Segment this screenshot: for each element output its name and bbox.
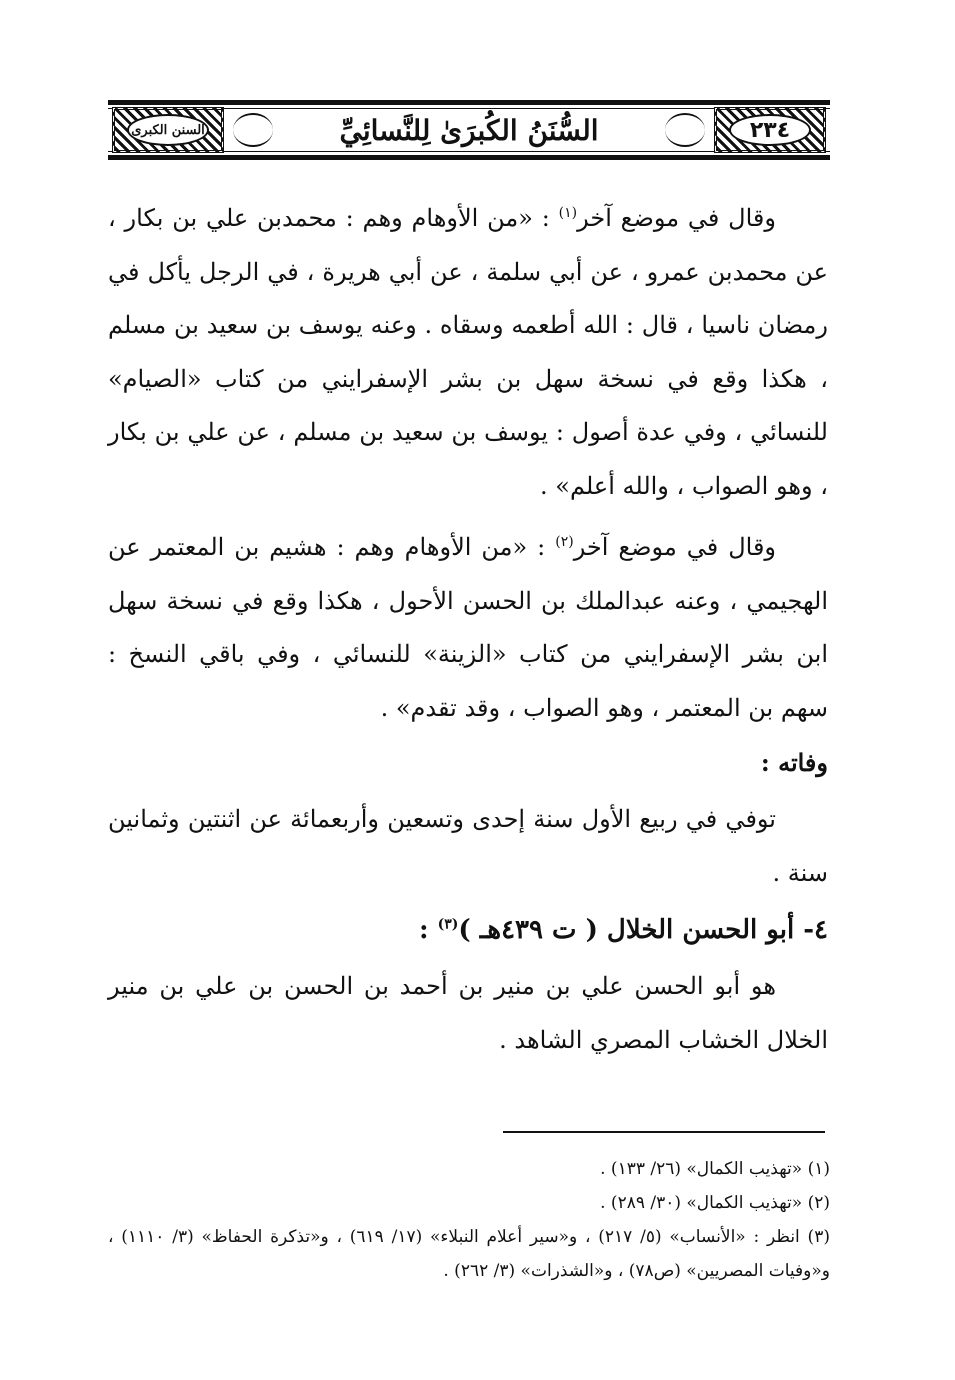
paragraph-1-intro: وقال في موضع آخر xyxy=(577,204,776,232)
footnote-3: (٣) انظر : «الأنساب» (٥/ ٢١٧) ، و«سير أعلام النبلاء» (١٧/ ٦١٩) ، و«تذكرة الحفاظ» (٣/ ١١١٠) ، و«وفيات المصريين» (ص٧٨) ، و«الشذرات» (٣/ ٢٦٢) . xyxy=(108,1227,830,1281)
footnotes xyxy=(108,1152,830,1288)
section-heading xyxy=(108,900,828,960)
paragraph-2-quote: : «من الأوهام وهم : هشيم بن المعتمر عن الهجيمي ، وعنه عبدالملك بن الحسن الأحول ، هكذا وقع في نسخة سهل ابن بشر الإسفرايني من كتاب «الزينة» للنسائي ، وفي باقي النسخ : سهم بن المعتمر ، وهو الصواب ، وقد تقدم» . xyxy=(108,533,828,722)
section-paragraph: هو أبو الحسن علي بن منير بن أحمد بن الحسن بن علي بن منير الخلال الخشاب المصري الشاهد . xyxy=(108,972,828,1054)
footnote-1: (١) «تهذيب الكمال» (٢٦/ ١٣٣) . xyxy=(600,1159,830,1179)
section-title: ٤- أبو الحسن الخلال ( ت ٤٣٩هـ ) xyxy=(458,915,828,945)
section-title-suffix: : xyxy=(418,915,438,945)
death-paragraph: توفي في ربيع الأول سنة إحدى وتسعين وأربعمائة عن اثنتين وثمانين سنة . xyxy=(108,805,828,887)
paragraph-1 xyxy=(108,192,828,513)
page-number-ornament xyxy=(714,107,826,153)
main-text xyxy=(108,192,828,1067)
book-emblem-seal: السنن الكبرى xyxy=(127,114,209,146)
footnote-ref-1: (١) xyxy=(558,205,578,221)
paragraph-2 xyxy=(108,521,828,735)
death-heading: وفاته : xyxy=(760,748,828,777)
page-number: ٢٣٤ xyxy=(729,114,811,146)
paragraph-2-intro: وقال في موضع آخر xyxy=(573,533,777,561)
page-header xyxy=(108,100,830,160)
title-ornament-left xyxy=(233,113,273,147)
footnote-ref-2: (٢) xyxy=(555,534,574,550)
footnote-2: (٢) «تهذيب الكمال» (٣٠/ ٢٨٩) . xyxy=(600,1193,830,1213)
footnote-separator xyxy=(503,1131,825,1133)
book-emblem xyxy=(112,107,224,153)
paragraph-1-quote: : «من الأوهام وهم : محمدبن علي بن بكار ، عن محمدبن عمرو ، عن أبي سلمة ، عن أبي هريرة ، في الرجل يأكل في رمضان ناسيا ، قال : الله أطعمه وسقاه . وعنه يوسف بن سعيد بن مسلم ، هكذا وقع في نسخة سهل بن بشر الإسفرايني من كتاب «الصيام» للنسائي ، وفي عدة أصول : يوسف بن سعيد بن مسلم ، عن علي بن بكار ، وهو الصواب ، والله أعلم» . xyxy=(108,204,828,500)
running-title: السُّنَنُ الكُبرَىٰ لِلنَّسائِيِّ xyxy=(339,113,599,147)
footnote-ref-3: (٣) xyxy=(437,916,459,933)
running-title-box xyxy=(233,107,705,153)
title-ornament-right xyxy=(665,113,705,147)
